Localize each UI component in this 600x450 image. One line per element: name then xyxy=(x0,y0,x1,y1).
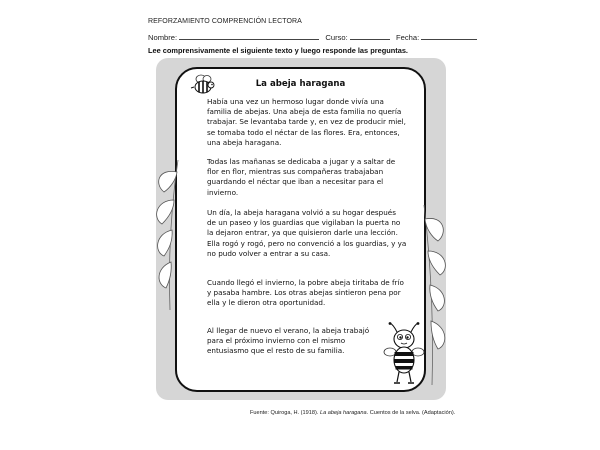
story-paragraph-1: Había una vez un hermoso lugar donde vivía una familia de abejas. Una abeja de esta familia no quería trabajar. Se levantaba tarde y, en vez de producir miel, se tomaba todo el néctar de las flores. Era, entonces, una abeja haragana. xyxy=(207,97,406,147)
story-paragraph-3: Un día, la abeja haragana volvió a su hogar después de un paseo y los guardias que vigilaban la puerta no la dejaron entrar, ya que quisieron darle una lección. Ella rogó y rogó, pero no convenció a los guardias, y ya no pudo volver a entrar a su casa. xyxy=(207,208,407,258)
story-paragraph-2: Todas las mañanas se dedicaba a jugar y a saltar de flor en flor, mientras sus compañeras trabajaban guardando el néctar que iban a necesitar para el invierno. xyxy=(207,157,396,197)
large-bee-icon xyxy=(382,322,426,388)
source-prefix: Fuente: Quiroga, H. (1918). xyxy=(250,410,319,416)
date-field[interactable] xyxy=(421,31,477,40)
name-label: Nombre: xyxy=(148,33,178,42)
name-field[interactable] xyxy=(179,31,319,40)
story-paragraph-5: Al llegar de nuevo el verano, la abeja trabajó para el próximo invierno con el mismo entusiasmo que el resto de su familia. xyxy=(207,326,370,356)
source-citation xyxy=(250,410,455,416)
story-title: La abeja haragana xyxy=(255,79,346,89)
source-work-title: La abeja haragana xyxy=(319,410,367,416)
worksheet-title: REFORZAMIENTO COMPRENCIÓN LECTORA xyxy=(148,18,302,25)
course-label: Curso: xyxy=(325,33,348,42)
instructions: Lee comprensivamente el siguiente texto y luego responde las preguntas. xyxy=(148,46,408,55)
leaves-left-icon xyxy=(150,160,190,310)
story-paragraph-4: Cuando llegó el invierno, la pobre abeja tiritaba de frío y pasaba hambre. Los otras abejas sintieron pena por ella y le dieron otra oportunidad. xyxy=(207,278,404,308)
student-info-line xyxy=(148,31,477,42)
source-suffix: . Cuentos de la selva. (Adaptación). xyxy=(366,410,456,416)
date-label: Fecha: xyxy=(396,33,420,42)
course-field[interactable] xyxy=(350,31,390,40)
